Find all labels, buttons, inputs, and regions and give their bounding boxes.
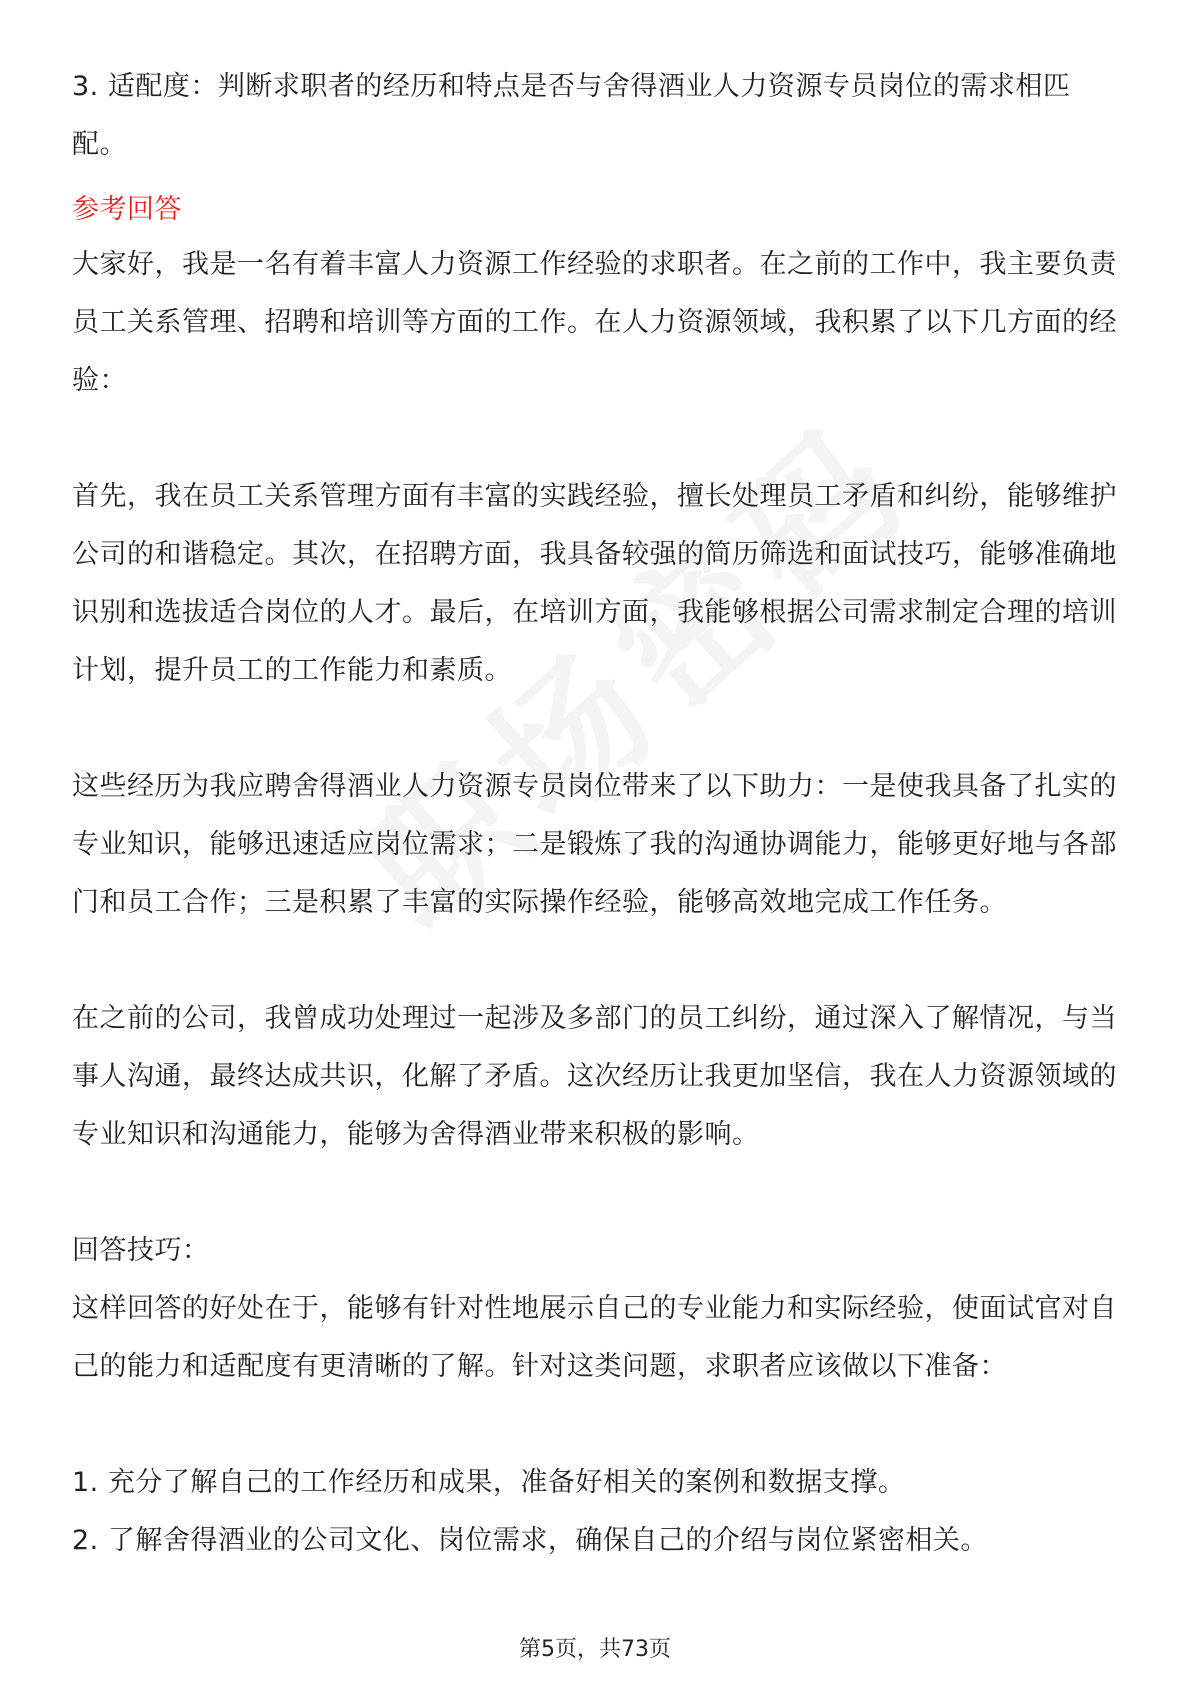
answer-paragraph-1: 大家好，我是一名有着丰富人力资源工作经验的求职者。在之前的工作中，我主要负责员工关系管理、招聘和培训等方面的工作。在人力资源领域，我积累了以下几方面的经验： [72,249,1117,396]
answer-paragraph-2: 首先，我在员工关系管理方面有丰富的实践经验，擅长处理员工矛盾和纠纷，能够维护公司的和谐稳定。其次，在招聘方面，我具备较强的简历筛选和面试技巧，能够准确地识别和选拔适合岗位的人才。最后，在培训方面，我能够根据公司需求制定合理的培训计划，提升员工的工作能力和素质。 [72,481,1117,686]
paragraph-spacer [72,700,1118,758]
tips-label: 回答技巧： [72,1235,210,1266]
paragraph-spacer [72,410,1118,468]
paragraph-spacer [72,1396,1118,1454]
page-number: 第5页，共73页 [519,1637,671,1662]
tips-text: 这样回答的好处在于，能够有针对性地展示自己的专业能力和实际经验，使面试官对自己的能力和适配度有更清晰的了解。针对这类问题，求职者应该做以下准备： [72,1293,1117,1382]
criteria-item-3: 3. 适配度：判断求职者的经历和特点是否与舍得酒业人力资源专员岗位的需求相匹配。 [72,71,1071,160]
answer-heading: 参考回答 [72,194,182,225]
document-body [72,58,1118,1570]
paragraph-spacer [72,1164,1118,1222]
answer-paragraph-4: 在之前的公司，我曾成功处理过一起涉及多部门的员工纠纷，通过深入了解情况，与当事人沟通，最终达成共识，化解了矛盾。这次经历让我更加坚信，我在人力资源领域的专业知识和沟通能力，能够为舍得酒业带来积极的影响。 [72,1003,1117,1150]
prep-item-2: 2. 了解舍得酒业的公司文化、岗位需求，确保自己的介绍与岗位紧密相关。 [72,1525,988,1556]
answer-paragraph-3: 这些经历为我应聘舍得酒业人力资源专员岗位带来了以下助力：一是使我具备了扎实的专业知识，能够迅速适应岗位需求；二是锻炼了我的沟通协调能力，能够更好地与各部门和员工合作；三是积累了丰富的实际操作经验，能够高效地完成工作任务。 [72,771,1117,918]
paragraph-spacer [72,932,1118,990]
prep-item-1: 1. 充分了解自己的工作经历和成果，准备好相关的案例和数据支撑。 [72,1467,906,1498]
